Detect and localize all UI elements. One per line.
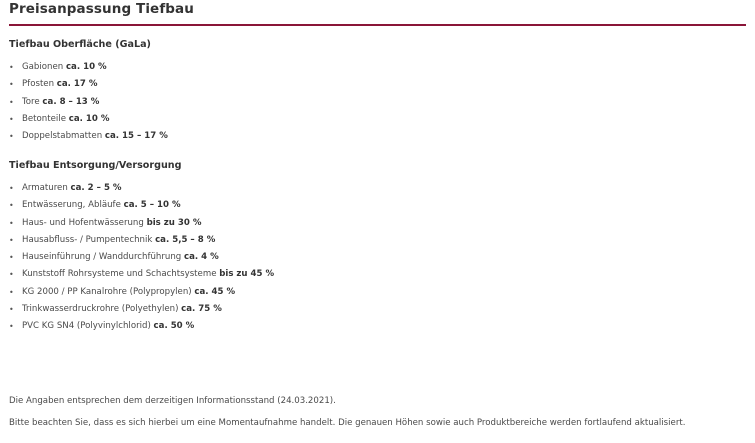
list-item [9, 232, 274, 249]
bullet-icon: • [9, 235, 14, 245]
list-item [9, 318, 274, 335]
list-item [9, 111, 168, 128]
item-label: Tore [22, 96, 40, 107]
bullet-icon: • [9, 97, 14, 107]
entsorgung-list [9, 180, 274, 336]
bullet-icon: • [9, 322, 14, 332]
list-item [9, 180, 274, 197]
item-value: ca. 2 – 5 % [70, 183, 122, 193]
page-title: Preisanpassung Tiefbau [9, 1, 194, 17]
item-label: KG 2000 / PP Kanalrohre (Polypropylen) [22, 286, 192, 297]
section-heading-oberflaeche: Tiefbau Oberfläche (GaLa) [9, 39, 151, 50]
item-label: Gabionen [22, 62, 64, 72]
item-label: PVC KG SN4 (Polyvinylchlorid) [22, 321, 151, 332]
item-value: bis zu 45 % [219, 269, 275, 280]
oberflaeche-list [9, 59, 168, 145]
bullet-icon: • [9, 218, 14, 228]
item-value: ca. 50 % [153, 321, 195, 332]
list-item [9, 301, 274, 318]
snapshot-note: Bitte beachten Sie, dass es sich hierbei um eine Momentaufnahme handelt. Die genauen Höhen sowie auch Produktbereiche werden fortlaufend aktualisiert. [9, 418, 686, 428]
bullet-icon: • [9, 305, 14, 315]
section-heading-entsorgung: Tiefbau Entsorgung/Versorgung [9, 160, 182, 171]
item-value: ca. 75 % [181, 304, 222, 315]
bullet-icon: • [9, 270, 14, 280]
info-date-note: Die Angaben entsprechen dem derzeitigen Informationsstand (24.03.2021). [9, 396, 336, 406]
item-value: ca. 10 % [68, 113, 110, 124]
item-label: Kunststoff Rohrsysteme und Schachtsysteme [22, 269, 217, 280]
bullet-icon: • [9, 287, 14, 297]
item-value: ca. 15 – 17 % [104, 131, 168, 142]
bullet-icon: • [9, 63, 14, 72]
item-label: Armaturen [22, 183, 68, 193]
bullet-icon: • [9, 253, 14, 263]
bullet-icon: • [9, 80, 14, 90]
item-label: Doppelstabmatten [22, 131, 103, 142]
bullet-icon: • [9, 184, 14, 193]
item-label: Hauseinführung / Wanddurchführung [22, 252, 182, 263]
list-item [9, 59, 168, 76]
list-item [9, 266, 274, 283]
title-divider [9, 24, 746, 26]
item-value: ca. 5,5 – 8 % [155, 234, 216, 245]
list-item [9, 197, 274, 214]
item-value: ca. 4 % [184, 252, 219, 263]
bullet-icon: • [9, 201, 14, 211]
item-value: ca. 10 % [65, 62, 107, 72]
item-label: Betonteile [22, 113, 66, 124]
item-label: Hausabfluss- / Pumpentechnik [22, 234, 153, 245]
item-value: ca. 17 % [56, 79, 98, 90]
list-item [9, 284, 274, 301]
item-value: ca. 45 % [194, 286, 236, 297]
list-item [9, 249, 274, 266]
bullet-icon: • [9, 132, 14, 142]
list-item [9, 94, 168, 111]
item-value: bis zu 30 % [146, 217, 202, 228]
item-label: Pfosten [22, 79, 55, 90]
item-value: ca. 8 – 13 % [42, 96, 100, 107]
item-value: ca. 5 – 10 % [123, 200, 181, 211]
item-label: Trinkwasserdruckrohre (Polyethylen) [22, 304, 179, 315]
bullet-icon: • [9, 114, 14, 124]
list-item [9, 76, 168, 93]
list-item [9, 128, 168, 145]
item-label: Haus- und Hofentwässerung [22, 217, 144, 228]
item-label: Entwässerung, Abläufe [22, 200, 121, 211]
list-item [9, 215, 274, 232]
